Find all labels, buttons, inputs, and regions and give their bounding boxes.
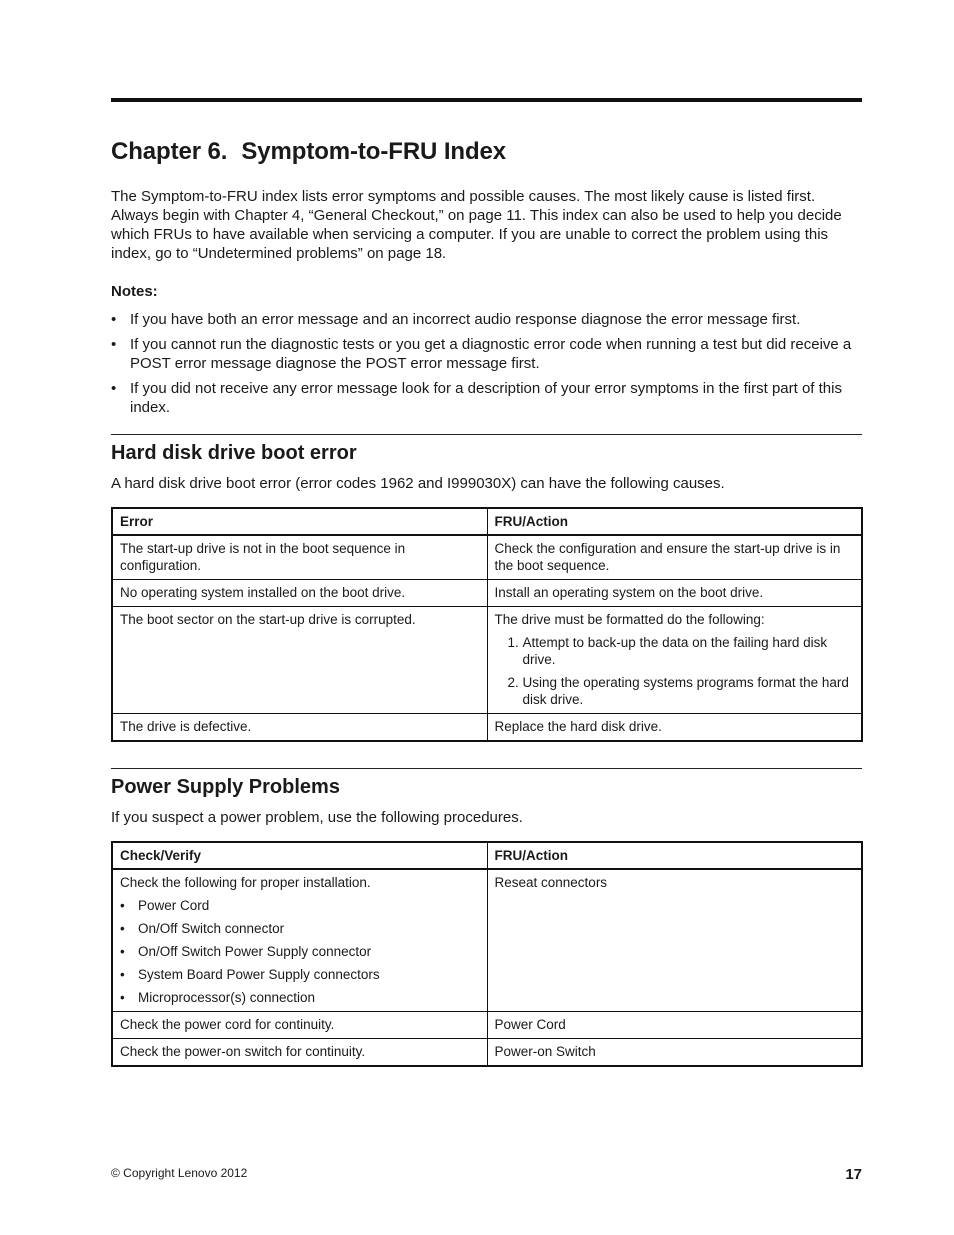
check-cell: Check the power cord for continuity.	[112, 1012, 487, 1039]
error-cell: The start-up drive is not in the boot sequence in configuration.	[112, 535, 487, 580]
action-cell: Power Cord	[487, 1012, 862, 1039]
action-cell	[487, 607, 862, 714]
note-item: • If you have both an error message and an incorrect audio response diagnose the error message first.	[111, 310, 862, 329]
note-item: • If you cannot run the diagnostic tests or you get a diagnostic error code when running a test but did receive a POST error message diagnose the POST error message first.	[111, 335, 862, 373]
column-header-fru-action: FRU/Action	[487, 508, 862, 535]
chapter-number: Chapter 6.	[111, 138, 228, 165]
column-header-fru-action: FRU/Action	[487, 842, 862, 869]
hdd-error-table	[111, 507, 863, 742]
section-rule	[111, 434, 862, 435]
hdd-section-title: Hard disk drive boot error	[111, 442, 357, 464]
table-row	[112, 1039, 862, 1067]
power-section-title: Power Supply Problems	[111, 776, 340, 798]
intro-paragraph: The Symptom-to-FRU index lists error symptoms and possible causes. The most likely cause is listed first. Always begin with Chapter 4, “General Checkout,” on page 11. This index can also be used to help you decide which FRUs to have available when servicing a computer. If you are unable to correct the problem using this index, go to “Undetermined problems” on page 18.	[111, 188, 842, 262]
page-number: 17	[845, 1166, 862, 1183]
check-text: Check the following for proper installation.	[120, 875, 371, 890]
table-row	[112, 535, 862, 580]
format-steps-list	[495, 634, 855, 708]
section-rule	[111, 768, 862, 769]
column-header-check-verify: Check/Verify	[112, 842, 487, 869]
action-cell: Check the configuration and ensure the start-up drive is in the boot sequence.	[487, 535, 862, 580]
page-content	[111, 98, 862, 1067]
hdd-section-description: A hard disk drive boot error (error codes 1962 and I999030X) can have the following causes.	[111, 475, 725, 492]
step-item: 1. Attempt to back-up the data on the failing hard disk drive.	[523, 634, 855, 668]
table-row	[112, 580, 862, 607]
column-header-error: Error	[112, 508, 487, 535]
table-header-row	[112, 842, 862, 869]
step-item: 2. Using the operating systems programs format the hard disk drive.	[523, 674, 855, 708]
action-cell: Install an operating system on the boot drive.	[487, 580, 862, 607]
table-row	[112, 1012, 862, 1039]
table-header-row	[112, 508, 862, 535]
check-cell	[112, 869, 487, 1012]
action-text: The drive must be formatted do the following:	[494, 612, 765, 627]
check-cell: Check the power-on switch for continuity.	[112, 1039, 487, 1067]
notes-list	[111, 310, 862, 417]
error-cell: The drive is defective.	[112, 714, 487, 742]
notes-heading: Notes:	[111, 283, 158, 300]
power-supply-table	[111, 841, 863, 1067]
action-cell: Power-on Switch	[487, 1039, 862, 1067]
chapter-title-text: Symptom-to-FRU Index	[241, 138, 507, 165]
table-row	[112, 869, 862, 1012]
copyright-notice: © Copyright Lenovo 2012	[111, 1166, 248, 1180]
table-row	[112, 714, 862, 742]
action-cell: Replace the hard disk drive.	[487, 714, 862, 742]
list-item: • System Board Power Supply connectors	[120, 966, 480, 983]
chapter-title	[111, 137, 862, 167]
note-item: • If you did not receive any error message look for a description of your error symptoms in the first part of this index.	[111, 379, 862, 417]
installation-items-list	[120, 897, 480, 1006]
error-cell: No operating system installed on the boot drive.	[112, 580, 487, 607]
top-rule	[111, 98, 862, 102]
list-item: • On/Off Switch connector	[120, 920, 480, 937]
power-section-description: If you suspect a power problem, use the following procedures.	[111, 809, 523, 826]
list-item: • On/Off Switch Power Supply connector	[120, 943, 480, 960]
table-row	[112, 607, 862, 714]
list-item: • Power Cord	[120, 897, 480, 914]
action-cell: Reseat connectors	[487, 869, 862, 1012]
list-item: • Microprocessor(s) connection	[120, 989, 480, 1006]
error-cell: The boot sector on the start-up drive is corrupted.	[112, 607, 487, 714]
